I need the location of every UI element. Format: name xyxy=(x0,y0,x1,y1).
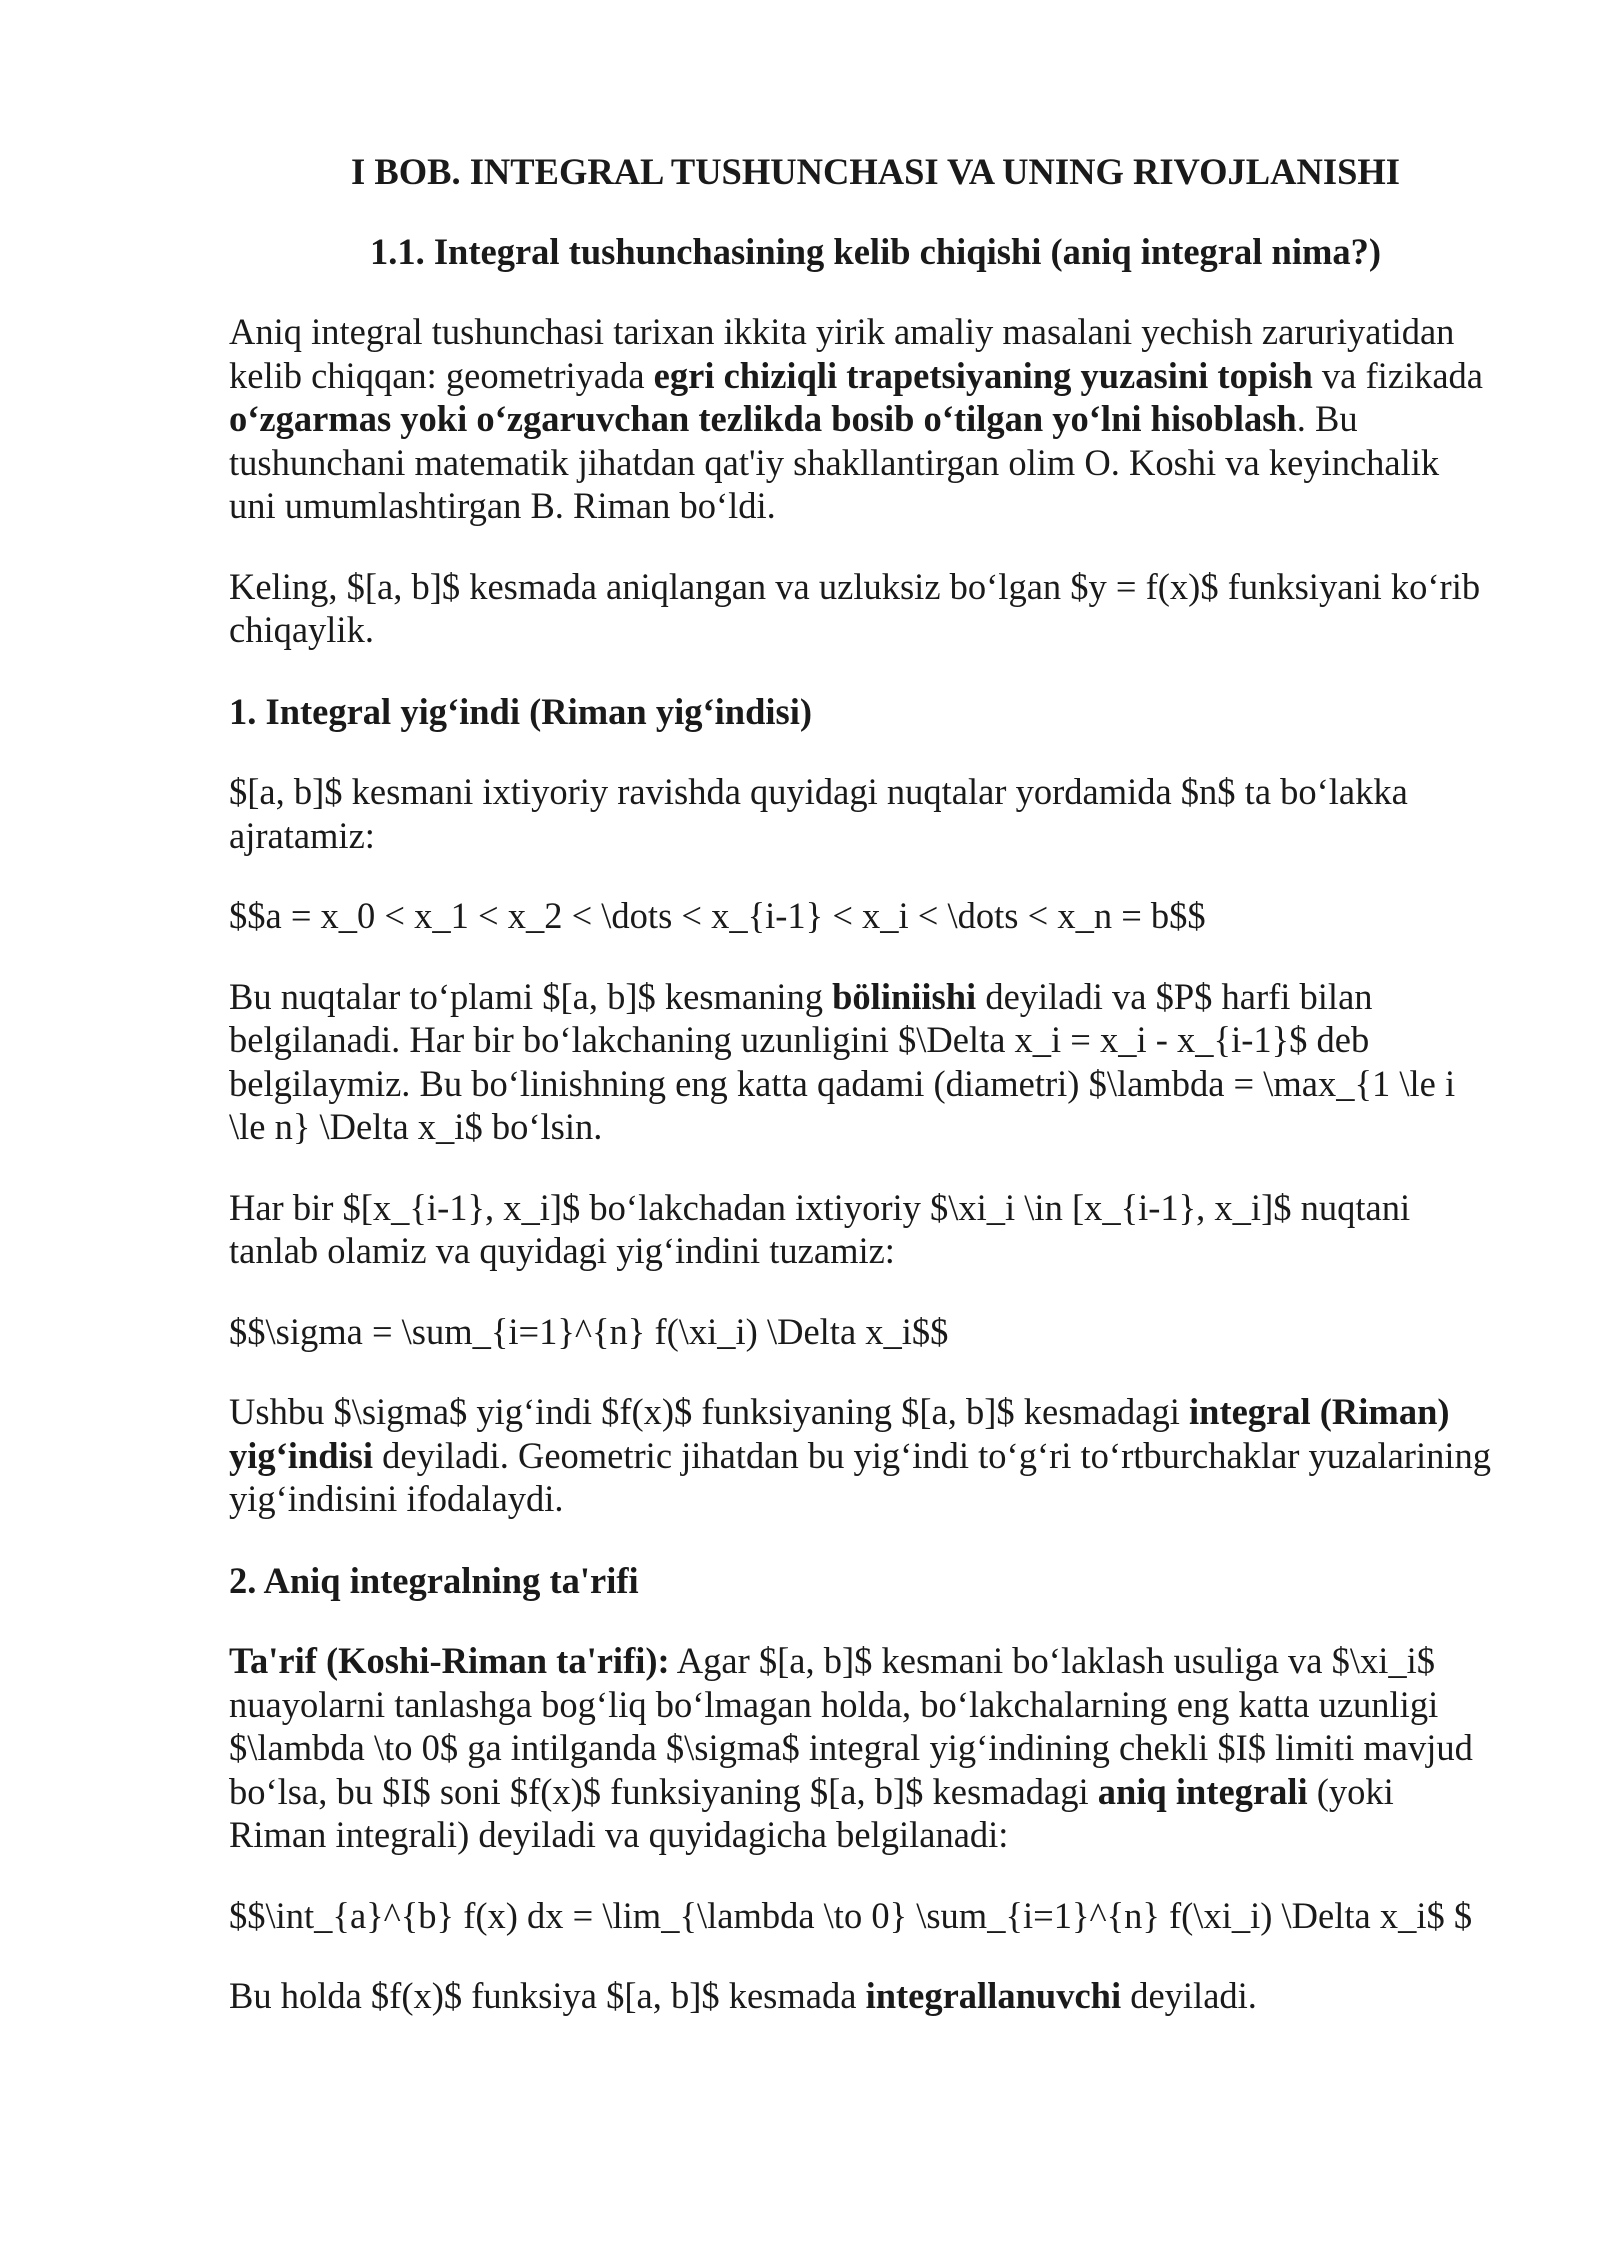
chapter-title: I BOB. INTEGRAL TUSHUNCHASI VA UNING RIVOJLANISHI xyxy=(351,151,1400,192)
document-page xyxy=(229,150,1494,2018)
text-run: Agar $[a, b]$ kesmani bo‘laklash usuliga va $\xi_i$ nuayolarni tanlashga bog‘liq bo‘lmagan holda, bo‘lakchalarning eng katta uzunligi $\lambda \to 0$ ga intilganda $\sigma$ integral yig‘indining chekli $I$ limiti mavjud bo‘lsa, bu $I$ soni $f(x)$ funksiyaning $[a, b]$ kesmadagi xyxy=(229,1640,1473,1812)
text-run: deyiladi va $P$ harfi bilan belgilanadi. Har bir bo‘lakchaning uzunligini $\Delta x_i = x_i - x_{i-1}$ deb belgilaymiz. Bu bo‘linishning eng katta qadami (diametri) $\lambda = \max_{1 \le i \le n} \Delta x_i$ bo‘lsin. xyxy=(229,975,1456,1147)
text-run: . Bu tushunchani matematik jihatdan qat'iy shakllantirgan olim O. Koshi va keyinchalik uni umumlashtirgan B. Riman bo‘ldi. xyxy=(229,398,1440,526)
bold-term: aniq integrali xyxy=(1097,1770,1308,1812)
riemann-sum-paragraph xyxy=(229,1390,1494,1521)
partition-formula: $$a = x_0 < x_1 < x_2 < \dots < x_{i-1} < x_i < \dots < x_n = b$$ xyxy=(229,895,1206,936)
text-run: Bu holda $f(x)$ funksiya $[a, b]$ kesmada xyxy=(229,1975,866,2016)
text-run: (yoki Riman integrali) deyiladi va quyidagicha belgilanadi: xyxy=(229,1770,1394,1855)
integral-formula: $$\int_{a}^{b} f(x) dx = \lim_{\lambda \to 0} \sum_{i=1}^{n} f(\xi_i) \Delta x_i$ $ xyxy=(229,1894,1473,1936)
choose-point-paragraph: Har bir $[x_{i-1}, x_i]$ bo‘lakchadan ixtiyoriy $\xi_i \in [x_{i-1}, x_i]$ nuqtani tanlab olamiz va quyidagi yig‘indini tuzamiz: xyxy=(229,1186,1411,1271)
text-run: va fizikada xyxy=(1312,354,1484,396)
intro-paragraph xyxy=(229,310,1494,528)
text-run: deyiladi. xyxy=(1121,1975,1257,2016)
integrable-paragraph xyxy=(229,1974,1494,2018)
bold-term: böliniishi xyxy=(832,975,977,1017)
sum-formula: $$\sigma = \sum_{i=1}^{n} f(\xi_i) \Delta x_i$$ xyxy=(229,1310,949,1352)
text-run: Ushbu $\sigma$ yig‘indi $f(x)$ funksiyaning $[a, b]$ kesmadagi xyxy=(229,1391,1189,1432)
bold-term: integral (Riman) yig‘indisi xyxy=(229,1391,1450,1476)
partition-definition-paragraph xyxy=(229,975,1494,1149)
partition-paragraph: $[a, b]$ kesmani ixtiyoriy ravishda quyidagi nuqtalar yordamida $n$ ta bo‘lakka ajratamiz: xyxy=(229,771,1408,856)
section-title: 1.1. Integral tushunchasining kelib chiqishi (aniq integral nima?) xyxy=(369,230,1382,272)
bold-term: o‘zgarmas yoki o‘zgaruvchan tezlikda bosib o‘tilgan yo‘lni hisoblash xyxy=(229,398,1297,439)
text-run: Aniq integral tushunchasi tarixan ikkita yirik amaliy masalani yechish zaruriyatidan kelib chiqqan: geometriyada xyxy=(229,311,1455,396)
function-paragraph: Keling, $[a, b]$ kesmada aniqlangan va uzluksiz bo‘lgan $y = f(x)$ funksiyani ko‘rib chiqaylik. xyxy=(229,565,1481,650)
bold-term: integrallanuvchi xyxy=(865,1975,1122,2016)
bold-term: egri chiziqli trapetsiyaning yuzasini topish xyxy=(653,354,1313,396)
subheading-riemann-sum: 1. Integral yig‘indi (Riman yig‘indisi) xyxy=(229,690,813,732)
subheading-definition: 2. Aniq integralning ta'rifi xyxy=(229,1559,639,1601)
text-run: deyiladi. Geometric jihatdan bu yig‘indi to‘g‘ri to‘rtburchaklar yuzalarining yig‘indisini ifodalaydi. xyxy=(229,1434,1491,1519)
text-run: Bu nuqtalar to‘plami $[a, b]$ kesmaning xyxy=(229,975,833,1017)
definition-paragraph xyxy=(229,1639,1494,1857)
bold-term: Ta'rif (Koshi-Riman ta'rifi): xyxy=(229,1640,670,1681)
